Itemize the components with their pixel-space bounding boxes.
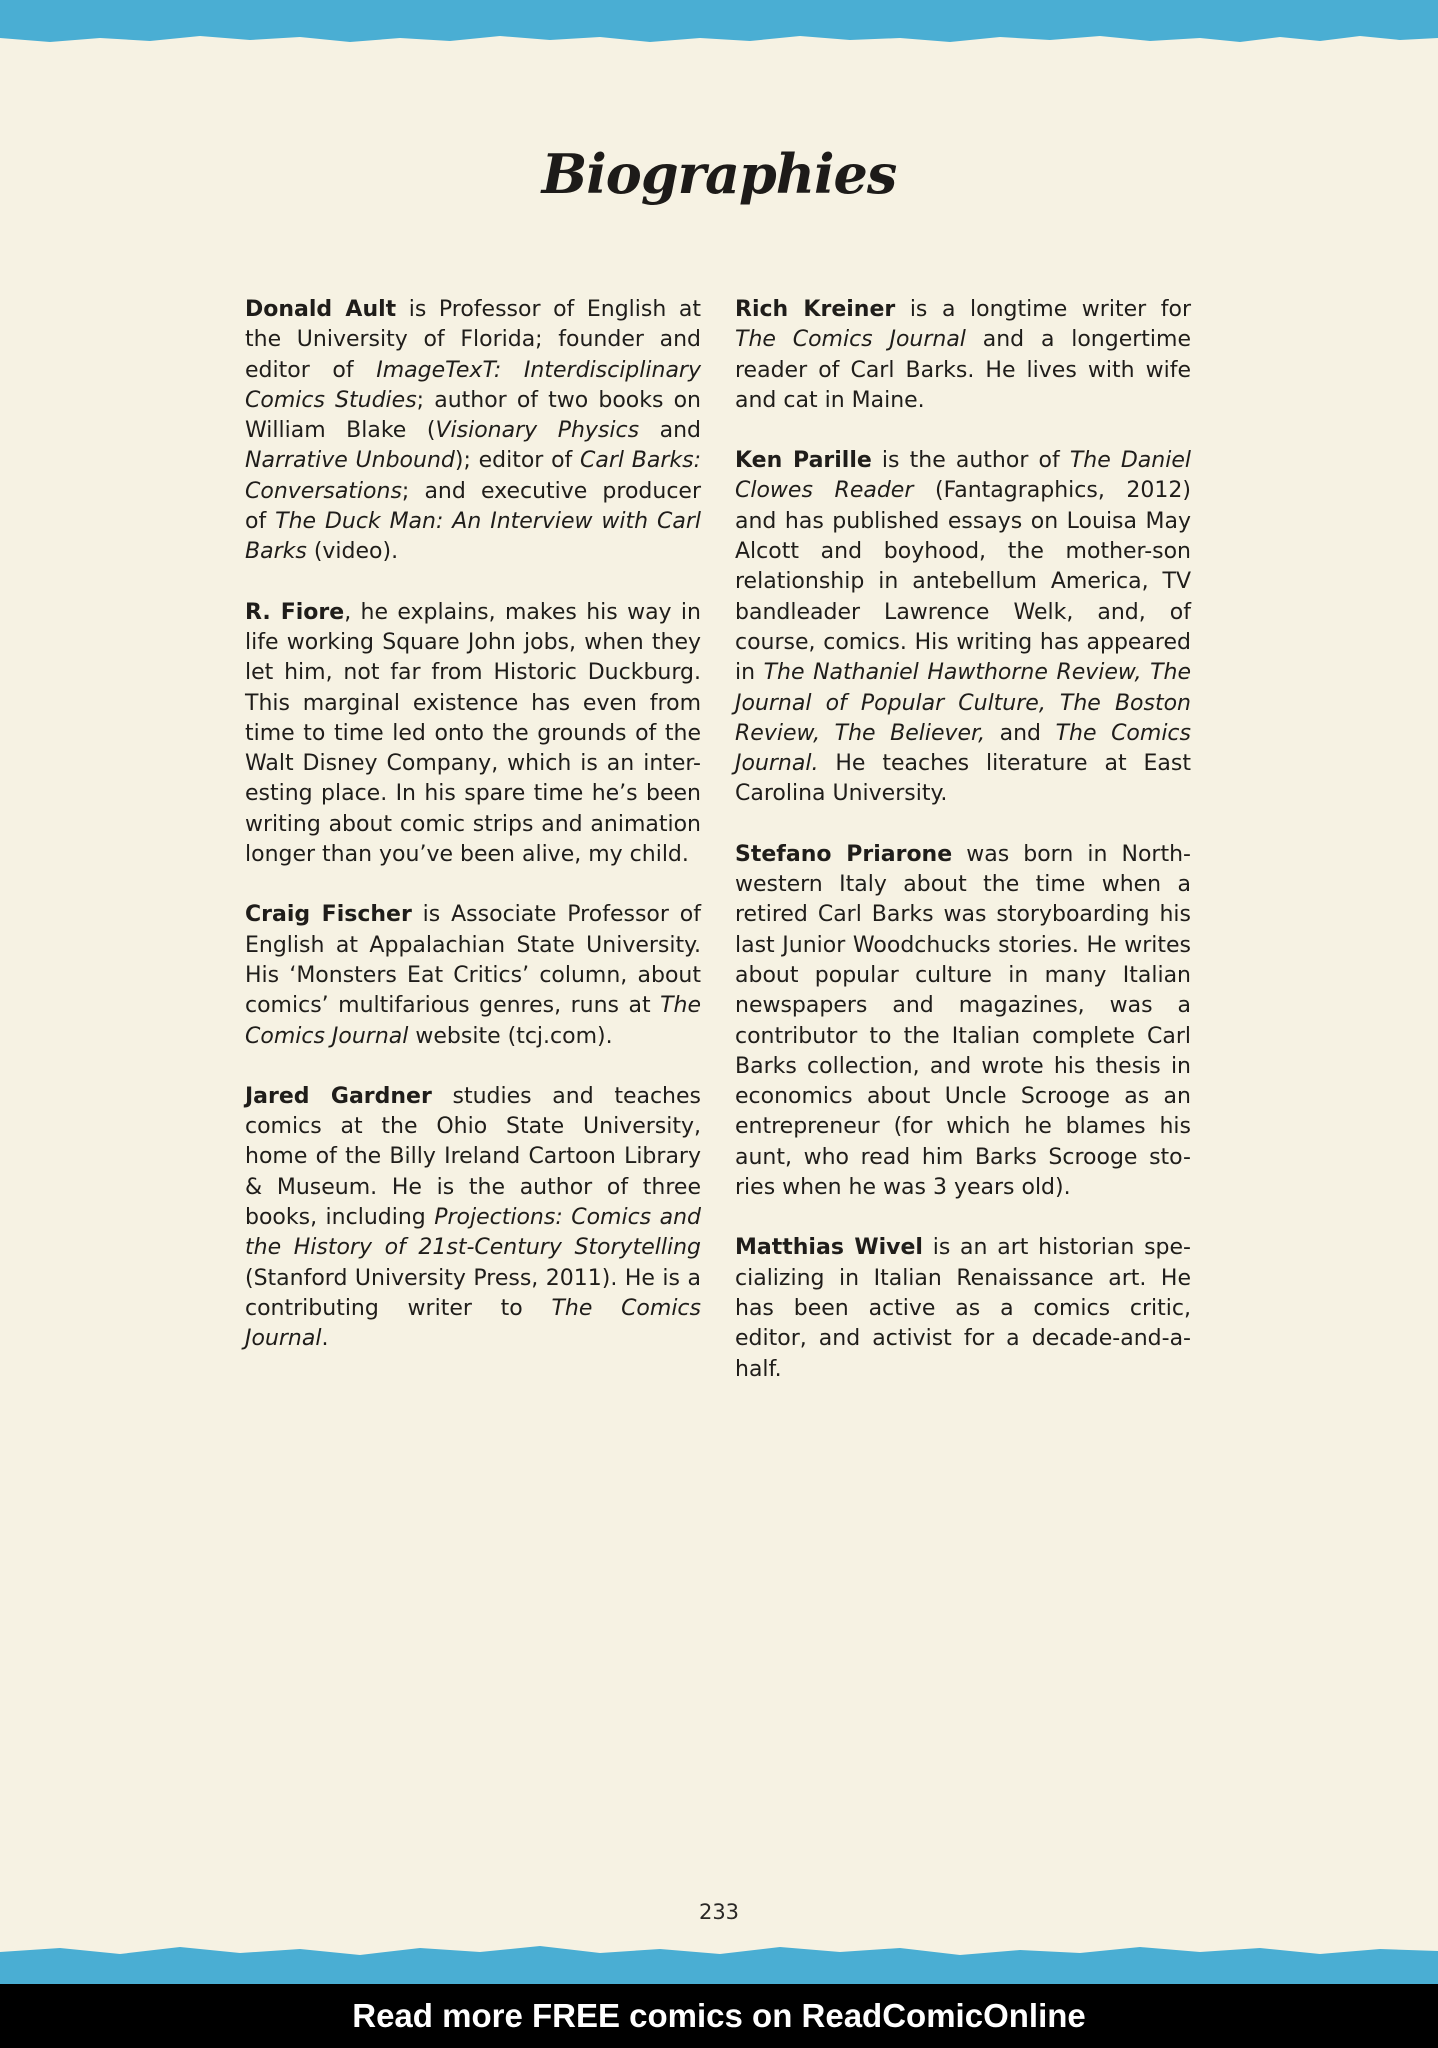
bio-stefano-priarone: Stefano Priarone was born in North-western Italy about the time when a retired Carl Barks was storyboarding his last Junior Woodchucks stories. He writes about popular culture in many Italian newspapers and magazines, was a contributor to the Italian complete Carl Barks collection, and wrote his thesis in economics about Uncle Scrooge as an entrepreneur (for which he blames his aunt, who read him Barks Scrooge sto-ries when he was 3 years old). bbox=[735, 841, 1191, 1201]
bio-ken-parille: Ken Parille is the author of The Daniel Clowes Reader (Fantagraphics, 2012) and has published essays on Louisa May Alcott and boyhood, the mother-son relationship in antebellum America, TV bandleader Lawrence Welk, and, of course, comics. His writing has appeared in The Nathaniel Hawthorne Review, The Journal of Popular Culture, The Boston Review, The Believer, and The Comics Journal. He teaches literature at East Carolina University. bbox=[735, 448, 1192, 807]
bio-name: Matthias Wivel bbox=[735, 1235, 923, 1261]
bio-donald-ault: Donald Ault is Professor of English at the University of Florida; founder and editor of ImageTexT: Interdisciplinary Comics Studies; author of two books on William Blake (Visionary Physics and Narrative Unbound); editor of Carl Barks: Conversations; and executive producer of The Duck Man: An Interview with Carl Barks (video). bbox=[245, 297, 702, 565]
footer-banner[interactable] bbox=[0, 1984, 1438, 2048]
right-column bbox=[735, 295, 1191, 1415]
bio-name: R. Fiore bbox=[245, 599, 345, 625]
bio-name: Jared Gardner bbox=[245, 1083, 432, 1109]
left-column bbox=[245, 295, 701, 1385]
bio-name: Stefano Priarone bbox=[735, 841, 953, 867]
bio-name: Donald Ault bbox=[245, 297, 397, 322]
top-paint-band bbox=[0, 0, 1438, 44]
bio-name: Craig Fischer bbox=[245, 902, 412, 928]
bio-r-fiore: R. Fiore, he explains, makes his way in life working Square John jobs, when they let him, not far from Historic Duckburg. This marginal existence has even from time to time led onto the grounds of the Walt Disney Company, which is an inter-esting place. In his spare time he’s been writing about comic strips and animation longer than you’ve been alive, my child. bbox=[245, 599, 701, 868]
bio-matthias-wivel: Matthias Wivel is an art historian spe-cializing in Italian Renaissance art. He has been active as a comics critic, editor, and activist for a decade-and-a-half. bbox=[735, 1235, 1191, 1382]
bio-rich-kreiner: Rich Kreiner is a longtime writer for The Comics Journal and a longertime reader of Carl Barks. He lives with wife and cat in Maine. bbox=[735, 297, 1192, 413]
bio-name: Ken Parille bbox=[735, 448, 872, 474]
bio-jared-gardner: Jared Gardner studies and teaches comics at the Ohio State University, home of the Billy Ireland Cartoon Library & Museum. He is the author of three books, including Projections: Comics and the History of 21st-Century Storytelling (Stanford University Press, 2011). He is a contributing writer to The Comics Journal. bbox=[245, 1083, 701, 1352]
bottom-paint-band bbox=[0, 1938, 1438, 1986]
bio-craig-fischer: Craig Fischer is Associate Professor of English at Appalachian State University. His ‘Monsters Eat Critics’ column, about comics’ multifarious genres, runs at The Comics Journal website (tcj.com). bbox=[245, 902, 701, 1049]
footer-banner-text[interactable]: Read more FREE comics on ReadComicOnline bbox=[352, 1997, 1086, 2034]
bio-name: Rich Kreiner bbox=[735, 297, 896, 322]
page-title: Biographies bbox=[541, 142, 897, 206]
page-number: 233 bbox=[698, 1900, 740, 1924]
